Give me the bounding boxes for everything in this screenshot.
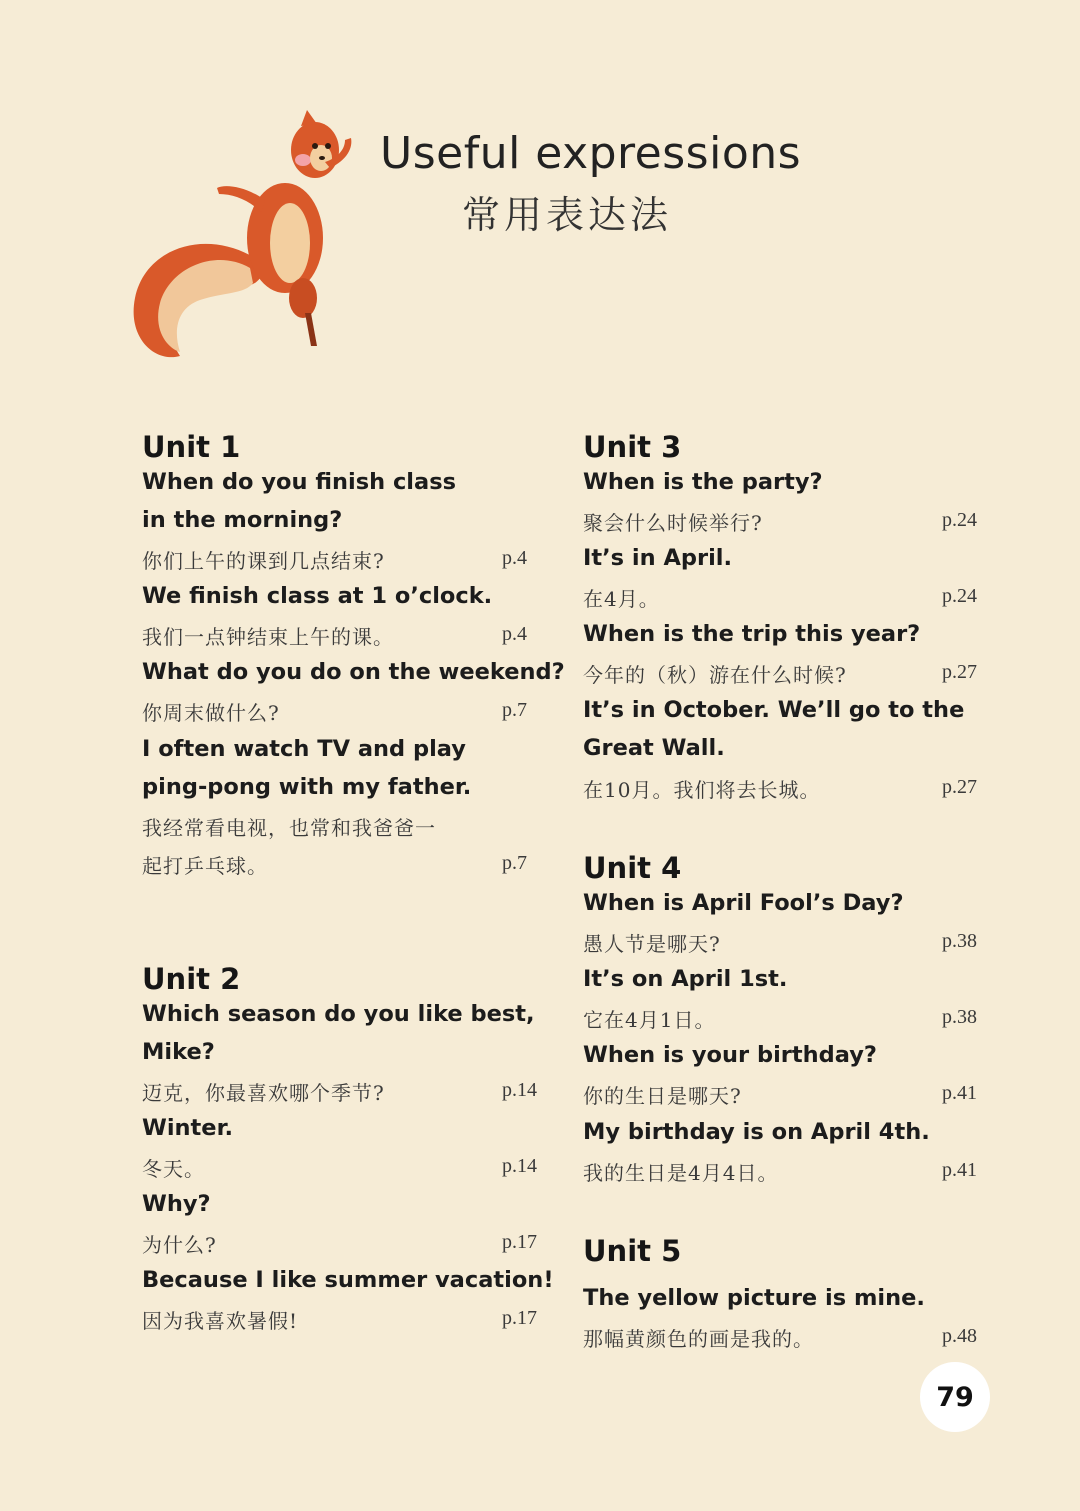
expression-en: It’s on April 1st.	[583, 966, 788, 992]
expression-zh: 因为我喜欢暑假!	[142, 1309, 299, 1333]
expression-en: When is the trip this year?	[583, 621, 921, 647]
page-ref: p.14	[502, 1079, 537, 1101]
page-ref: p.27	[942, 661, 977, 683]
expression-en: When do you finish class	[142, 469, 456, 495]
expression-en: It’s in October. We’ll go to the	[583, 697, 965, 723]
expression-en: When is April Fool’s Day?	[583, 890, 904, 916]
page-ref: p.14	[502, 1155, 537, 1177]
page-number: 79	[936, 1381, 974, 1413]
expression-zh: 在10月。我们将去长城。	[583, 778, 821, 802]
expression-en: I often watch TV and play	[142, 736, 466, 762]
expression-en: My birthday is on April 4th.	[583, 1119, 930, 1145]
unit-2-heading: Unit 2	[142, 962, 241, 996]
expression-en: Great Wall.	[583, 735, 725, 761]
page-ref: p.24	[942, 585, 977, 607]
expression-zh: 你周末做什么?	[142, 701, 280, 725]
expression-en: When is your birthday?	[583, 1042, 877, 1068]
page-ref: p.7	[502, 852, 527, 874]
expression-zh: 你的生日是哪天?	[583, 1084, 742, 1108]
page-ref: p.7	[502, 699, 527, 721]
page-ref: p.41	[942, 1082, 977, 1104]
expression-en: When is the party?	[583, 469, 823, 495]
page-ref: p.24	[942, 509, 977, 531]
page-ref: p.27	[942, 776, 977, 798]
expression-en: What do you do on the weekend?	[142, 659, 565, 685]
page-ref: p.38	[942, 1006, 977, 1028]
expression-en: Winter.	[142, 1115, 233, 1141]
expression-zh: 为什么?	[142, 1233, 217, 1257]
expression-zh: 那幅黄颜色的画是我的。	[583, 1327, 814, 1351]
page-title: Useful expressions	[380, 128, 802, 179]
expression-zh: 它在4月1日。	[583, 1008, 716, 1032]
expression-zh: 今年的（秋）游在什么时候?	[583, 663, 847, 687]
squirrel-icon	[125, 108, 365, 363]
unit-1-heading: Unit 1	[142, 430, 241, 464]
unit-5-heading: Unit 5	[583, 1234, 682, 1268]
unit-3-heading: Unit 3	[583, 430, 682, 464]
page-ref: p.17	[502, 1231, 537, 1253]
page-number-badge	[920, 1362, 990, 1432]
expression-zh: 我的生日是4月4日。	[583, 1161, 779, 1185]
expression-zh: 我经常看电视，也常和我爸爸一	[142, 816, 436, 840]
expression-zh: 冬天。	[142, 1157, 205, 1181]
expression-zh: 在4月。	[583, 587, 660, 611]
page-ref: p.17	[502, 1307, 537, 1329]
expression-en: in the morning?	[142, 507, 343, 533]
expression-en: We finish class at 1 o’clock.	[142, 583, 493, 609]
expression-en: Mike?	[142, 1039, 215, 1065]
expression-zh: 我们一点钟结束上午的课。	[142, 625, 394, 649]
page-ref: p.41	[942, 1159, 977, 1181]
expression-en: Because I like summer vacation!	[142, 1267, 554, 1293]
expression-en: Which season do you like best,	[142, 1001, 535, 1027]
expression-zh: 你们上午的课到几点结束?	[142, 549, 385, 573]
page-subtitle: 常用表达法	[462, 193, 673, 237]
expression-zh: 聚会什么时候举行?	[583, 511, 763, 535]
page-ref: p.4	[502, 547, 527, 569]
expression-en: The yellow picture is mine.	[583, 1285, 925, 1311]
expression-en: It’s in April.	[583, 545, 733, 571]
expression-en: Why?	[142, 1191, 211, 1217]
page-ref: p.38	[942, 930, 977, 952]
expression-zh: 迈克，你最喜欢哪个季节?	[142, 1081, 385, 1105]
expression-zh: 愚人节是哪天?	[583, 932, 721, 956]
page-ref: p.48	[942, 1325, 977, 1347]
unit-4-heading: Unit 4	[583, 851, 682, 885]
expression-zh: 起打乒乓球。	[142, 854, 268, 878]
page-ref: p.4	[502, 623, 527, 645]
expression-en: ping-pong with my father.	[142, 774, 472, 800]
